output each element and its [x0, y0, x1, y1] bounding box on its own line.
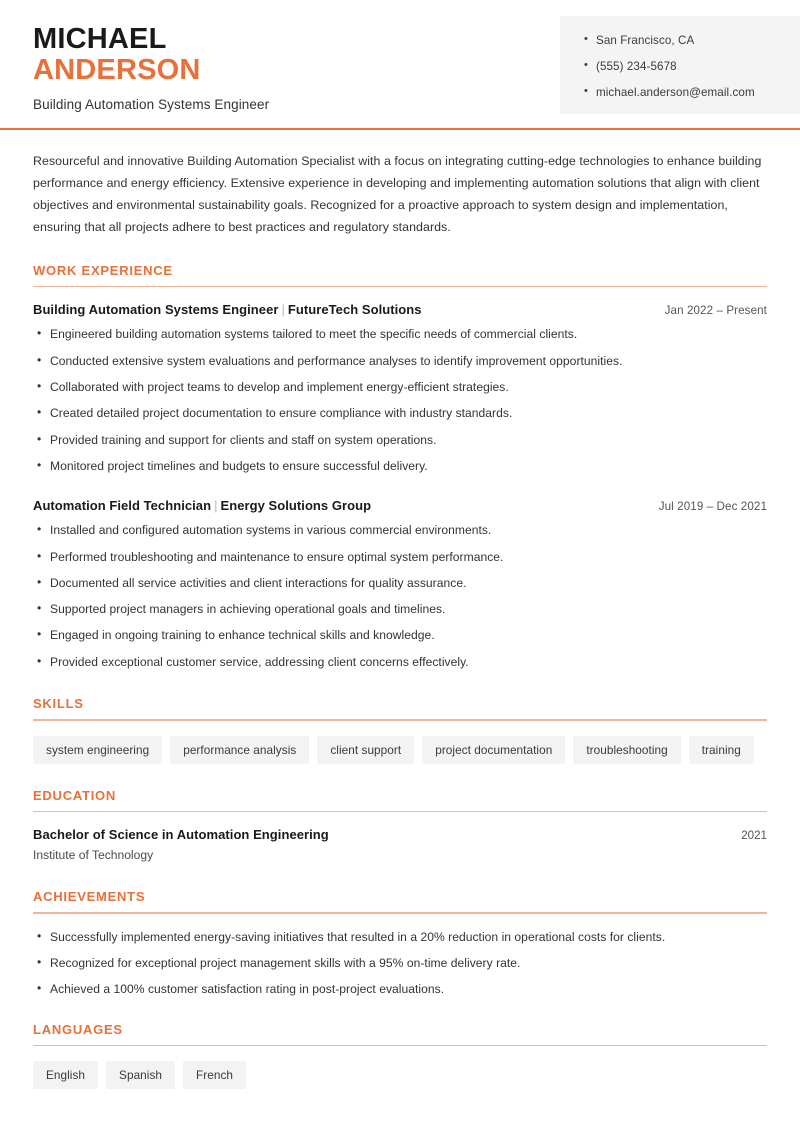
- experience-company: Energy Solutions Group: [220, 498, 372, 514]
- section-divider: [33, 912, 767, 914]
- experience-title-line: [33, 302, 422, 317]
- skill-tag: troubleshooting: [573, 736, 680, 764]
- language-tag: English: [33, 1061, 98, 1089]
- education-year: 2021: [741, 829, 767, 843]
- section-skills: [33, 696, 767, 764]
- section-education: [33, 788, 767, 863]
- experience-entry: [33, 302, 767, 474]
- section-divider: [33, 1045, 767, 1047]
- experience-bullet: • Provided training and support for clients and staff on system operations.: [33, 432, 767, 448]
- experience-bullet: • Installed and configured automation systems in various commercial environments.: [33, 522, 767, 538]
- job-tagline: Building Automation Systems Engineer: [33, 97, 270, 113]
- language-tag: French: [183, 1061, 246, 1089]
- experience-separator: |: [281, 302, 285, 318]
- last-name: ANDERSON: [33, 54, 201, 87]
- section-divider: [33, 719, 767, 721]
- section-title-skills: SKILLS: [33, 696, 84, 712]
- contact-box: [560, 16, 800, 114]
- experience-bullet: • Created detailed project documentation to ensure compliance with industry standards.: [33, 405, 767, 421]
- experience-date: Jan 2022 – Present: [664, 304, 767, 318]
- experience-bullet: • Supported project managers in achieving operational goals and timelines.: [33, 601, 767, 617]
- experience-bullet: • Performed troubleshooting and maintenance to ensure optimal system performance.: [33, 549, 767, 565]
- first-name: MICHAEL: [33, 23, 167, 55]
- header-identity: [0, 0, 269, 112]
- achievement-bullet: • Successfully implemented energy-saving initiatives that resulted in a 20% reduction in operational costs for clients.: [33, 929, 767, 945]
- experience-bullets: [33, 326, 767, 474]
- skills-tag-list: [33, 736, 767, 764]
- achievements-list: [33, 929, 767, 998]
- contact-email: • michael.anderson@email.com: [584, 86, 800, 99]
- section-title-education: EDUCATION: [33, 787, 117, 803]
- professional-summary: Resourceful and innovative Building Automation Specialist with a focus on integrating cutting-edge technologies to enhance building performance and energy efficiency. Extensive experience in developing and implementing automation solutions that align with client objectives and environmental sustainability goals. Recognized for a proactive approach to system design and implementation, ensuring that all projects adhere to best practices and regulatory standards.: [33, 154, 762, 234]
- header-divider: [0, 128, 800, 130]
- section-achievements: [33, 889, 767, 997]
- section-languages: [33, 1022, 767, 1090]
- skill-tag: project documentation: [422, 736, 565, 764]
- experience-bullet: • Engaged in ongoing training to enhance technical skills and knowledge.: [33, 627, 767, 643]
- experience-job-title: Building Automation Systems Engineer: [33, 302, 279, 318]
- section-title-work-experience: WORK EXPERIENCE: [33, 262, 173, 278]
- experience-separator: |: [214, 498, 218, 514]
- experience-entry: [33, 498, 767, 670]
- experience-bullet: • Collaborated with project teams to develop and implement energy-efficient strategies.: [33, 379, 767, 395]
- contact-list: [584, 34, 800, 99]
- contact-phone: • (555) 234-5678: [584, 60, 800, 73]
- experience-bullets: [33, 522, 767, 670]
- education-entry-header: [33, 827, 767, 842]
- section-title-achievements: ACHIEVEMENTS: [33, 889, 146, 905]
- education-degree: Bachelor of Science in Automation Engineering: [33, 827, 329, 843]
- section-work-experience: [33, 263, 767, 670]
- experience-entry-header: [33, 498, 767, 513]
- experience-bullet: • Monitored project timelines and budgets to ensure successful delivery.: [33, 458, 767, 474]
- experience-entry-header: [33, 302, 767, 317]
- section-divider: [33, 286, 767, 288]
- education-school: Institute of Technology: [33, 848, 154, 863]
- skill-tag: client support: [317, 736, 414, 764]
- achievement-bullet: • Recognized for exceptional project management skills with a 95% on-time delivery rate.: [33, 955, 767, 971]
- section-title-languages: LANGUAGES: [33, 1021, 123, 1037]
- experience-title-line: [33, 498, 371, 513]
- languages-tag-list: [33, 1061, 767, 1089]
- experience-company: FutureTech Solutions: [287, 302, 422, 318]
- contact-location: • San Francisco, CA: [584, 34, 800, 47]
- skill-tag: training: [689, 736, 754, 764]
- skill-tag: system engineering: [33, 736, 162, 764]
- achievement-bullet: • Achieved a 100% customer satisfaction rating in post-project evaluations.: [33, 981, 767, 997]
- experience-job-title: Automation Field Technician: [33, 498, 212, 514]
- education-entry: [33, 827, 767, 862]
- skill-tag: performance analysis: [170, 736, 309, 764]
- experience-bullet: • Engineered building automation systems tailored to meet the specific needs of commercial clients.: [33, 326, 767, 342]
- experience-bullet: • Conducted extensive system evaluations and performance analyses to identify improvement opportunities.: [33, 353, 767, 369]
- language-tag: Spanish: [106, 1061, 175, 1089]
- resume-header: [0, 0, 800, 128]
- section-divider: [33, 811, 767, 813]
- experience-date: Jul 2019 – Dec 2021: [658, 500, 767, 514]
- experience-bullet: • Documented all service activities and client interactions for quality assurance.: [33, 575, 767, 591]
- resume-body: [0, 151, 800, 1089]
- experience-bullet: • Provided exceptional customer service, addressing client concerns effectively.: [33, 654, 767, 670]
